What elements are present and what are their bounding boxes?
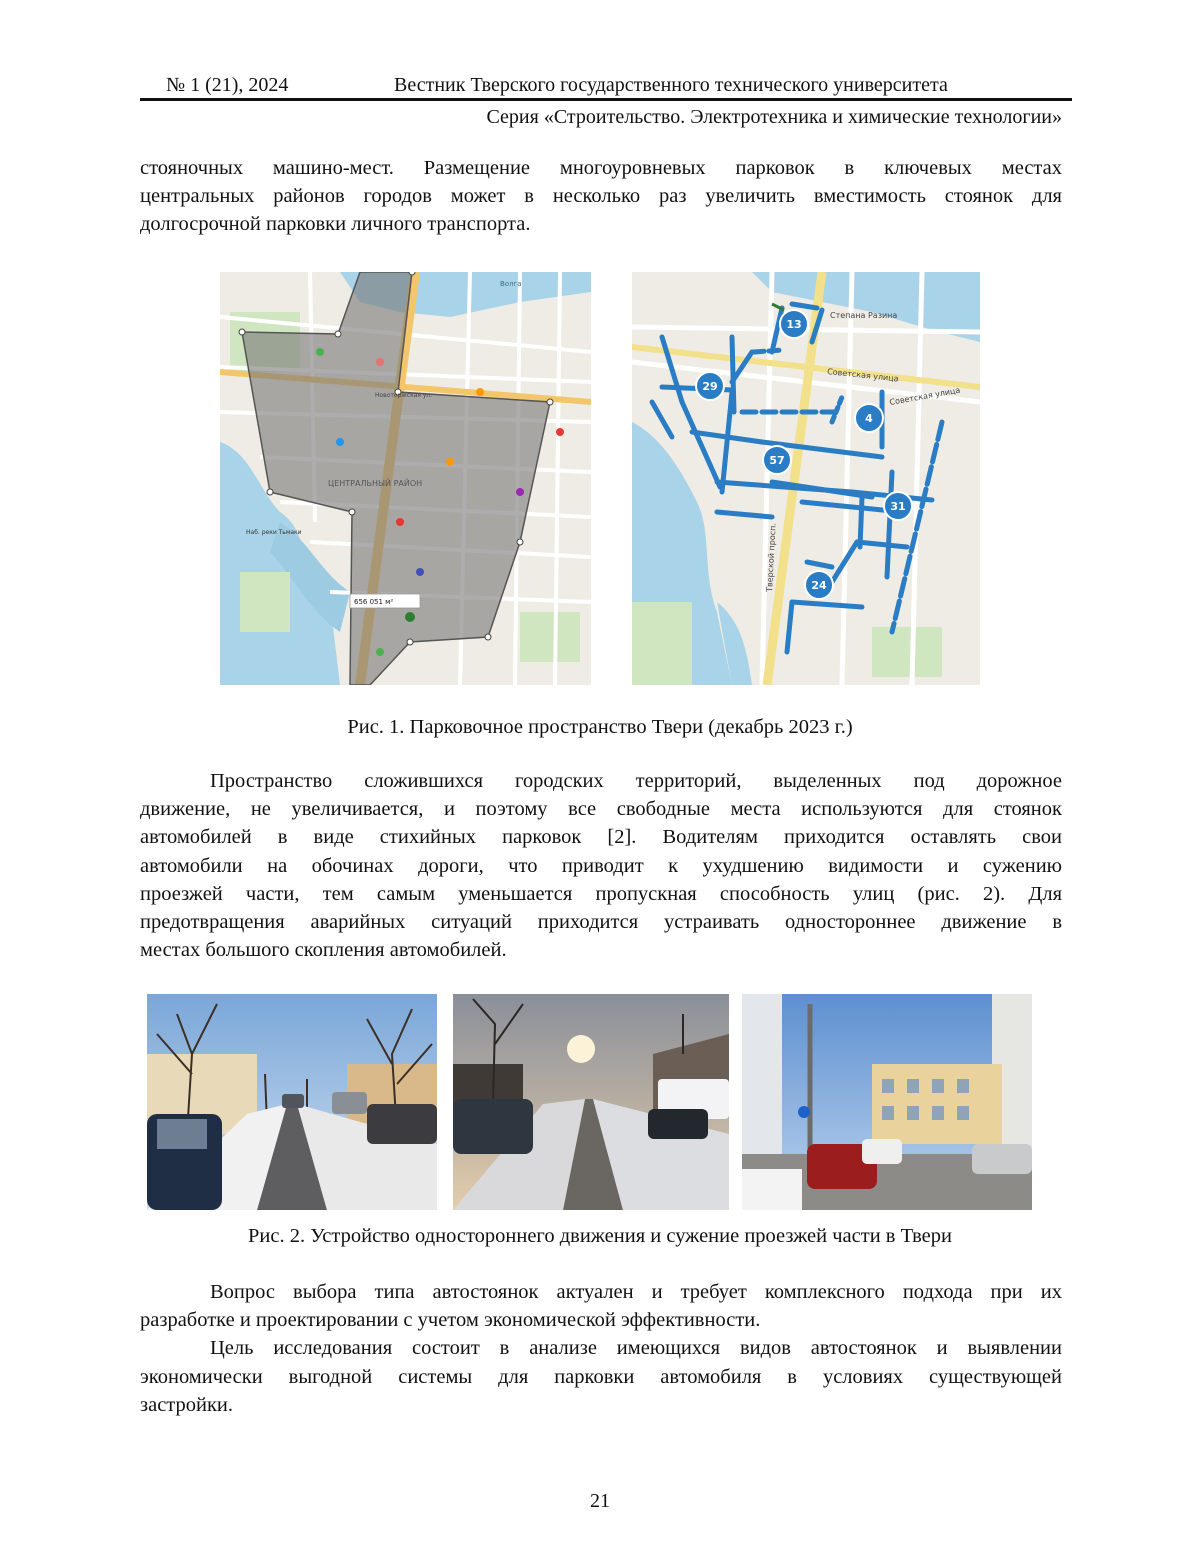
figure2-photo-street-1 bbox=[147, 994, 437, 1210]
header-issue: № 1 (21), 2024 bbox=[166, 74, 288, 97]
figure2-photo-intersection bbox=[742, 994, 1032, 1210]
text-line: проезжей части, тем самым уменьшается пропускная способность улиц (рис. 2). Для bbox=[140, 880, 1062, 908]
text-line: застройки. bbox=[140, 1391, 1062, 1419]
cluster-count: 4 bbox=[865, 412, 873, 425]
text-line: местах большого скопления автомобилей. bbox=[140, 936, 1062, 964]
cluster-badge[interactable] bbox=[805, 571, 833, 599]
figure2-caption: Рис. 2. Устройство одностороннего движения и сужение проезжей части в Твери bbox=[0, 1225, 1200, 1248]
street-label-razina: Степана Разина bbox=[830, 311, 897, 320]
paragraph-3-4 bbox=[140, 1278, 1062, 1419]
map-label-district: ЦЕНТРАЛЬНЫЙ РАЙОН bbox=[328, 477, 422, 488]
text-line: Цель исследования состоит в анализе имеющихся видов автостоянок и выявлении bbox=[140, 1334, 1062, 1362]
cluster-badge[interactable] bbox=[763, 446, 791, 474]
figure1-caption: Рис. 1. Парковочное пространство Твери (декабрь 2023 г.) bbox=[0, 716, 1200, 739]
cluster-count: 31 bbox=[890, 500, 905, 513]
cluster-count: 57 bbox=[769, 454, 784, 467]
cluster-badge[interactable] bbox=[884, 492, 912, 520]
text-line: долгосрочной парковки личного транспорта. bbox=[140, 210, 1062, 238]
figure1-map-central-district bbox=[220, 272, 591, 685]
street-label-sovetskaya-2: Советская улица bbox=[889, 386, 961, 407]
cluster-badge[interactable] bbox=[780, 310, 808, 338]
figure2-photo-street-2 bbox=[453, 994, 729, 1210]
cluster-count: 29 bbox=[702, 380, 717, 393]
text-line: Вопрос выбора типа автостоянок актуален и требует комплексного подхода при их bbox=[140, 1278, 1062, 1306]
header-rule bbox=[140, 98, 1072, 101]
cluster-count: 24 bbox=[811, 579, 827, 592]
map-label-river: Волга bbox=[500, 280, 522, 288]
cluster-badge[interactable] bbox=[696, 372, 724, 400]
area-measure-label: 656 051 м² bbox=[354, 598, 393, 606]
header-journal-title: Вестник Тверского государственного технического университета bbox=[394, 74, 948, 97]
text-line: экономически выгодной системы для парковки автомобиля в условиях существующей bbox=[140, 1363, 1062, 1391]
text-line: стояночных машино-мест. Размещение многоуровневых парковок в ключевых местах bbox=[140, 154, 1062, 182]
street-label-sovetskaya: Советская улица bbox=[827, 367, 899, 383]
text-line: предотвращения аварийных ситуаций приходится устраивать одностороннее движение в bbox=[140, 908, 1062, 936]
paragraph-2 bbox=[140, 767, 1062, 964]
street-label-tverskoy: Тверской просп. bbox=[765, 523, 778, 593]
map-label-street: Новоторжская ул. bbox=[375, 392, 432, 399]
text-line: автомобили на обочинах дороги, что приводит к ухудшению видимости и сужению bbox=[140, 852, 1062, 880]
page-number: 21 bbox=[0, 1490, 1200, 1513]
header-series: Серия «Строительство. Электротехника и химические технологии» bbox=[486, 106, 1062, 129]
text-line: Пространство сложившихся городских территорий, выделенных под дорожное bbox=[140, 767, 1062, 795]
figure1-map-parking-clusters bbox=[632, 272, 980, 685]
map-label-embankment: Наб. реки Тьмаки bbox=[246, 529, 302, 536]
text-line: автомобилей в виде стихийных парковок [2]. Водителям приходится оставлять свои bbox=[140, 823, 1062, 851]
text-line: движение, не увеличивается, и поэтому все свободные места используются для стоянок bbox=[140, 795, 1062, 823]
cluster-badge[interactable] bbox=[855, 404, 883, 432]
paragraph-intro bbox=[140, 154, 1062, 239]
cluster-count: 13 bbox=[786, 318, 801, 331]
text-line: центральных районов городов может в несколько раз увеличить вместимость стоянок для bbox=[140, 182, 1062, 210]
text-line: разработке и проектировании с учетом экономической эффективности. bbox=[140, 1306, 1062, 1334]
